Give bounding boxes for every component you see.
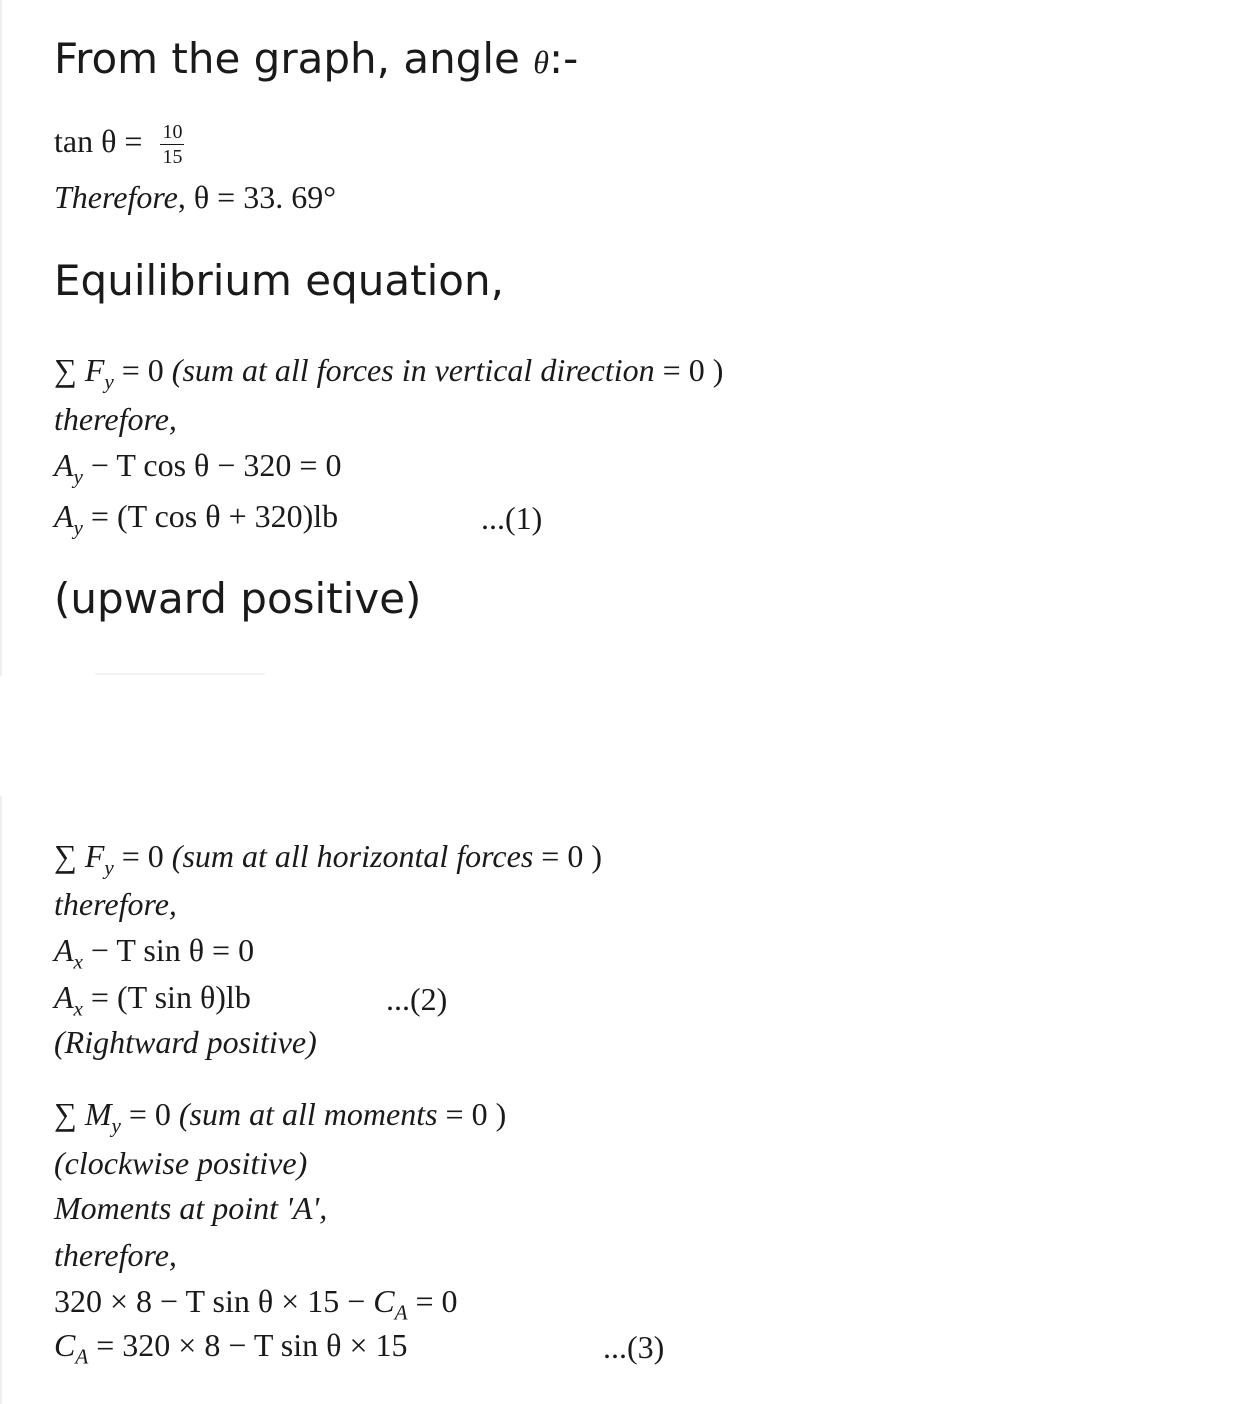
ca-subscript: A: [394, 1300, 408, 1325]
fy-close: = 0 ): [654, 352, 724, 388]
fy-description: (sum at all forces in vertical direction: [171, 352, 655, 388]
moments-at-point-a: Moments at point 'A',: [54, 1190, 328, 1226]
fy-equals: = 0: [113, 352, 172, 388]
heading-angle: [54, 34, 579, 83]
fx-description: (sum at all horizontal forces: [171, 838, 534, 874]
therefore-2: therefore,: [54, 886, 177, 922]
ca-eq2-rest: = 320 × 8 − T sin θ × 15: [88, 1327, 408, 1363]
ax-subscript: x: [73, 949, 83, 974]
fx-close: = 0 ): [533, 838, 602, 874]
left-edge-shadow-bottom: [0, 796, 3, 1404]
faint-divider: [95, 673, 265, 675]
sum-fy-horizontal: [54, 840, 602, 879]
equation-tag-3: ...(3): [603, 1329, 665, 1365]
theta-result-word: Therefore: [54, 179, 178, 215]
force-subscript: y: [104, 369, 114, 394]
tan-numerator: 10: [162, 121, 183, 143]
force-symbol: F: [84, 352, 105, 388]
ca2-symbol: C: [54, 1327, 76, 1363]
upward-positive-note: (upward positive): [54, 574, 422, 623]
my-equals: = 0: [120, 1096, 179, 1132]
ax-equation-1: [54, 934, 254, 973]
sum-fy-vertical: [54, 354, 723, 393]
ax-eq2-rest: = (T sin θ)lb: [82, 979, 251, 1015]
sigma-symbol-2: ∑: [54, 838, 77, 874]
ay-symbol: A: [54, 447, 74, 483]
ax-symbol: A: [54, 932, 74, 968]
theta-result-value: , θ = 33. 69°: [177, 179, 336, 215]
my-close: = 0 ): [437, 1096, 507, 1132]
ay-eq2-rest: = (T cos θ + 320)lb: [82, 498, 339, 534]
ca2-subscript: A: [75, 1344, 89, 1369]
my-description: (sum at all moments: [178, 1096, 438, 1132]
left-edge-shadow-top: [0, 0, 3, 676]
force-subscript-2: y: [104, 855, 114, 880]
ca-equation-1: [54, 1285, 458, 1324]
tan-equation: [54, 122, 184, 167]
moment-symbol: M: [84, 1096, 112, 1132]
moment-subscript: y: [111, 1113, 121, 1138]
ay-eq1-rest: − T cos θ − 320 = 0: [82, 447, 342, 483]
ay-equation-2: [54, 500, 338, 539]
heading-theta: θ: [533, 44, 549, 80]
ca-eq1-lhs: 320 × 8 − T sin θ × 15 −: [54, 1283, 374, 1319]
tan-fraction: [160, 122, 184, 167]
heading-suffix: :-: [548, 34, 579, 83]
heading-angle-text: From the graph, angle: [54, 34, 534, 83]
sum-moments: [54, 1098, 506, 1137]
ay-subscript: y: [73, 464, 83, 489]
ay2-subscript: y: [73, 515, 83, 540]
equation-tag-1: ...(1): [481, 500, 543, 536]
ca-equation-2: [54, 1329, 408, 1368]
therefore-3: therefore,: [54, 1237, 177, 1273]
clockwise-positive-note: (clockwise positive): [54, 1145, 308, 1181]
rightward-positive-note: (Rightward positive): [54, 1024, 317, 1060]
ca-eq1-rest: = 0: [407, 1283, 458, 1319]
force-symbol-2: F: [84, 838, 105, 874]
sigma-symbol-3: ∑: [54, 1096, 77, 1132]
therefore-1: therefore,: [54, 401, 177, 437]
theta-result: [54, 181, 336, 213]
ay-equation-1: [54, 449, 341, 488]
ay2-symbol: A: [54, 498, 74, 534]
fx-equals: = 0: [113, 838, 172, 874]
ax2-symbol: A: [54, 979, 74, 1015]
sigma-symbol: ∑: [54, 352, 77, 388]
tan-lhs: tan θ =: [54, 122, 151, 159]
ax-equation-2: [54, 981, 251, 1020]
ax-eq1-rest: − T sin θ = 0: [82, 932, 255, 968]
heading-equilibrium: Equilibrium equation,: [54, 256, 504, 305]
tan-denominator: 15: [162, 146, 183, 168]
equation-tag-2: ...(2): [386, 981, 448, 1017]
ax2-subscript: x: [73, 996, 83, 1021]
ca-symbol: C: [373, 1283, 395, 1319]
